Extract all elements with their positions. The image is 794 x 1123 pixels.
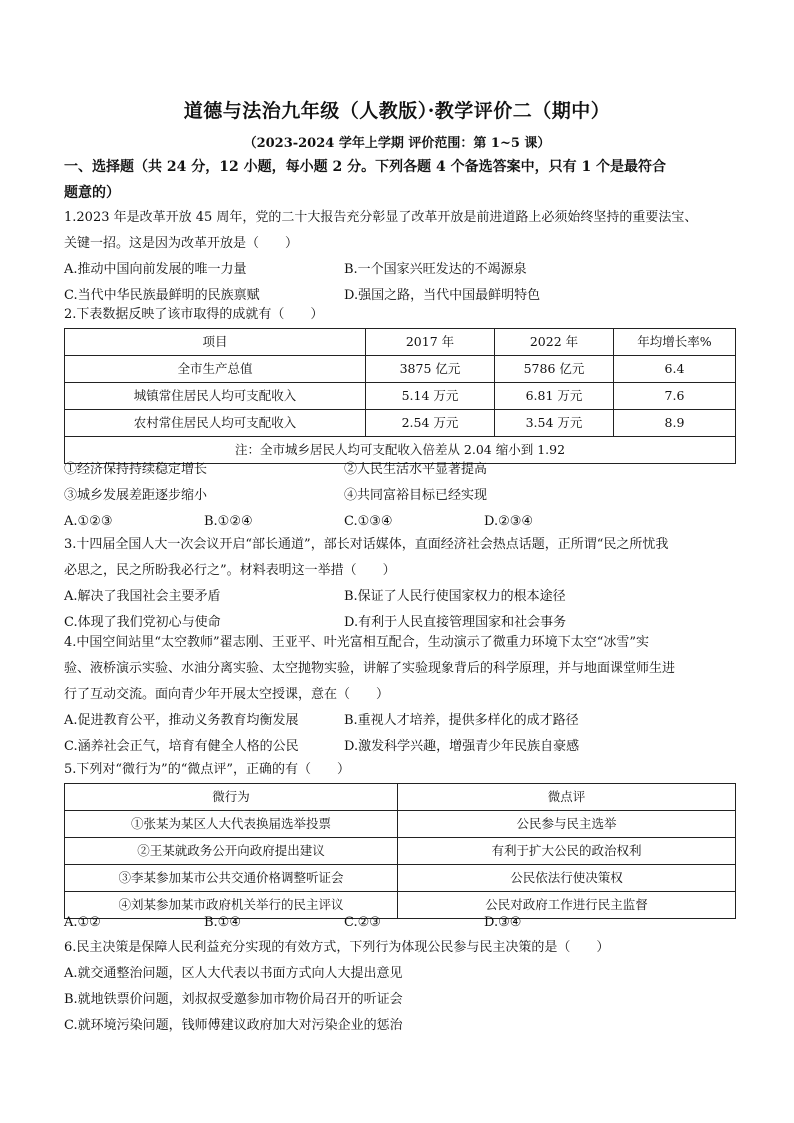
question-4 bbox=[64, 630, 736, 760]
section-heading-line: 一、选择题（共 24 分，12 小题，每小题 2 分。下列各题 4 个备选答案中，只有 1 个是最符合 bbox=[64, 159, 667, 175]
option-b: B.重视人才培养，提供多样化的成才路径 bbox=[344, 713, 579, 728]
table-cell: 农村常住居民人均可支配收入 bbox=[65, 410, 366, 437]
data-table-block bbox=[64, 328, 736, 464]
table-header-row bbox=[65, 329, 736, 356]
statement-1: ①经济保持持续稳定增长 bbox=[64, 462, 208, 477]
option-c: C.①③④ bbox=[344, 514, 393, 529]
table-cell: ①张某为某区人大代表换届选举投票 bbox=[65, 811, 398, 838]
table-cell: 3875 亿元 bbox=[366, 356, 495, 383]
option-b: B.就地铁票价问题，刘叔叔受邀参加市物价局召开的听证会 bbox=[64, 992, 403, 1007]
section-heading-line: 题意的） bbox=[64, 185, 120, 201]
table-cell: ③李某参加某市公共交通价格调整听证会 bbox=[65, 865, 398, 892]
statement-3: ③城乡发展差距逐步缩小 bbox=[64, 488, 208, 503]
table-cell: 公民对政府工作进行民主监督 bbox=[398, 892, 736, 919]
option-b: B.一个国家兴旺发达的不竭源泉 bbox=[344, 262, 527, 277]
question-stem-line: 必思之，民之所盼我必行之”。材料表明这一举措（ ） bbox=[64, 563, 396, 578]
table-cell: 有利于扩大公民的政治权利 bbox=[398, 838, 736, 865]
table-cell: 全市生产总值 bbox=[65, 356, 366, 383]
table-row bbox=[65, 838, 736, 865]
option-row bbox=[64, 708, 736, 734]
option-a: A.推动中国向前发展的唯一力量 bbox=[64, 262, 247, 277]
option-d: D.②③④ bbox=[484, 514, 534, 529]
question-stem-line: 6.民主决策是保障人民利益充分实现的有效方式，下列行为体现公民参与民主决策的是（ ） bbox=[64, 940, 610, 955]
option-d: D.③④ bbox=[484, 915, 522, 930]
table-cell: 公民依法行使决策权 bbox=[398, 865, 736, 892]
option-a: A.促进教育公平，推动义务教育均衡发展 bbox=[64, 713, 299, 728]
option-c: C.涵养社会正气，培育有健全人格的公民 bbox=[64, 739, 299, 754]
question-6 bbox=[64, 935, 736, 1039]
question-stem-line: 3.十四届全国人大一次会议开启“部长通道”，部长对话媒体，直面经济社会热点话题，正所谓“民之所忧我 bbox=[64, 537, 669, 552]
table-cell: 3.54 万元 bbox=[495, 410, 614, 437]
question-stem-line: 4.中国空间站里“太空教师”翟志刚、王亚平、叶光富相互配合，生动演示了微重力环境下太空“冰雪”实 bbox=[64, 635, 649, 650]
table-cell: 2.54 万元 bbox=[366, 410, 495, 437]
option-c: C.当代中华民族最鲜明的民族禀赋 bbox=[64, 288, 260, 303]
table-cell: 7.6 bbox=[614, 383, 736, 410]
table-header-row bbox=[65, 784, 736, 811]
question-stem-line: 关键一招。这是因为改革开放是（ ） bbox=[64, 236, 299, 251]
option-c: C.就环境污染问题，钱师傅建议政府加大对污染企业的惩治 bbox=[64, 1018, 403, 1033]
table-row bbox=[65, 865, 736, 892]
table-cell: ②王某就政务公开向政府提出建议 bbox=[65, 838, 398, 865]
table-header-cell: 2022 年 bbox=[495, 329, 614, 356]
table-cell: 公民参与民主选举 bbox=[398, 811, 736, 838]
table-row bbox=[65, 383, 736, 410]
question-3 bbox=[64, 532, 736, 636]
table-header-cell: 2017 年 bbox=[366, 329, 495, 356]
table-cell: 8.9 bbox=[614, 410, 736, 437]
question-stem-line: 5.下列对“微行为”的“微点评”，正确的有（ ） bbox=[64, 762, 350, 777]
option-a: A.①②③ bbox=[64, 514, 113, 529]
option-c: C.②③ bbox=[344, 915, 381, 930]
micro-table-block bbox=[64, 783, 736, 919]
micro-table bbox=[64, 783, 736, 919]
statement-2: ②人民生活水平显著提高 bbox=[344, 462, 488, 477]
question-stem-line: 验、液桥演示实验、水油分离实验、太空抛物实验，讲解了实验现象背后的科学原理，并与地面课堂师生进 bbox=[64, 661, 676, 676]
option-a: A.①② bbox=[64, 915, 101, 930]
table-header-cell: 项目 bbox=[65, 329, 366, 356]
option-d: D.有利于人民直接管理国家和社会事务 bbox=[344, 615, 567, 630]
table-cell: 6.4 bbox=[614, 356, 736, 383]
table-row bbox=[65, 356, 736, 383]
table-cell: 6.81 万元 bbox=[495, 383, 614, 410]
option-row bbox=[64, 584, 736, 610]
table-note: 注：全市城乡居民人均可支配收入倍差从 2.04 缩小到 1.92 bbox=[65, 437, 736, 464]
statement-row bbox=[64, 483, 736, 509]
option-d: D.强国之路，当代中国最鲜明特色 bbox=[344, 288, 541, 303]
table-cell: 城镇常住居民人均可支配收入 bbox=[65, 383, 366, 410]
table-cell: 5.14 万元 bbox=[366, 383, 495, 410]
question-1 bbox=[64, 205, 736, 309]
question-stem-line: 1.2023 年是改革开放 45 周年，党的二十大报告充分彰显了改革开放是前进道路上必须始终坚持的重要法宝、 bbox=[64, 210, 698, 225]
question-stem-line: 2.下表数据反映了该市取得的成就有（ ） bbox=[64, 307, 324, 322]
option-row bbox=[64, 257, 736, 283]
statement-row bbox=[64, 457, 736, 483]
question-2 bbox=[64, 302, 736, 328]
question-5 bbox=[64, 757, 736, 783]
table-header-cell: 年均增长率% bbox=[614, 329, 736, 356]
option-c: C.体现了我们党初心与使命 bbox=[64, 615, 221, 630]
question-stem-line: 行了互动交流。面向青少年开展太空授课，意在（ ） bbox=[64, 687, 390, 702]
option-row bbox=[64, 910, 736, 936]
data-table bbox=[64, 328, 736, 464]
table-cell: 5786 亿元 bbox=[495, 356, 614, 383]
option-b: B.①④ bbox=[204, 915, 241, 930]
option-d: D.激发科学兴趣，增强青少年民族自豪感 bbox=[344, 739, 580, 754]
table-row bbox=[65, 410, 736, 437]
table-cell: ④刘某参加某市政府机关举行的民主评议 bbox=[65, 892, 398, 919]
option-b: B.保证了人民行使国家权力的根本途径 bbox=[344, 589, 566, 604]
question-5-options bbox=[64, 910, 736, 936]
option-a: A.解决了我国社会主要矛盾 bbox=[64, 589, 221, 604]
option-a: A.就交通整治问题，区人大代表以书面方式向人大提出意见 bbox=[64, 966, 403, 981]
section-heading bbox=[64, 154, 736, 206]
question-2-statements bbox=[64, 457, 736, 535]
page-subtitle: （2023-2024 学年上学期 评价范围：第 1~5 课） bbox=[243, 136, 551, 151]
table-header-cell: 微行为 bbox=[65, 784, 398, 811]
table-header-cell: 微点评 bbox=[398, 784, 736, 811]
option-b: B.①②④ bbox=[204, 514, 253, 529]
table-row bbox=[65, 811, 736, 838]
page-title: 道德与法治九年级（人教版）·教学评价二（期中） bbox=[183, 100, 611, 122]
statement-4: ④共同富裕目标已经实现 bbox=[344, 488, 488, 503]
